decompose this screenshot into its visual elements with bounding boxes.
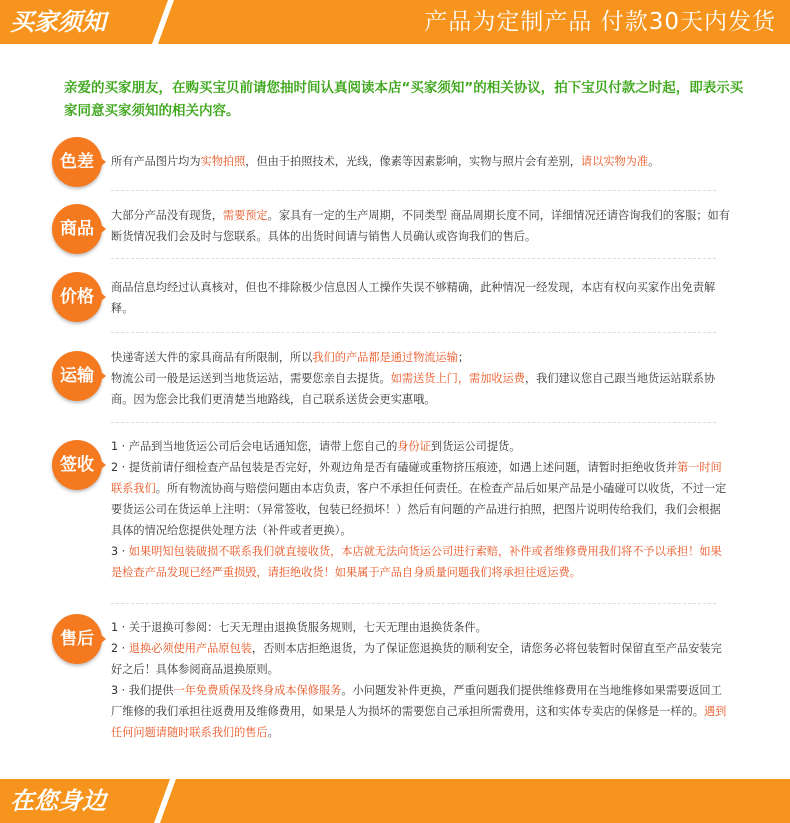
intro-text: 亲爱的买家朋友，在购买宝贝前请您抽时间认真阅读本店“买家须知”的相关协议，拍下宝贝付款之时起，即表示买家同意买家须知的相关内容。: [64, 80, 744, 119]
after-sale-paragraph-2: 2 · 退换必须使用产品原包装，否则本店拒绝退货，为了保证您退换货的顺利安全，请您务必将包装暂时保留直至产品安装完好之后！具体参阅商品退换原则。: [111, 642, 722, 676]
section-divider: [111, 332, 716, 333]
custom-product-notice: 产品为定制产品 付款30天内发货: [424, 9, 776, 35]
buyer-notice-title: 买家须知: [10, 8, 106, 36]
after-sale-paragraph-1: 1 · 关于退换可参阅：七天无理由退换货服务规则，七天无理由退换货条件。: [111, 621, 487, 634]
receive-paragraph-1: 1 · 产品到当地货运公司后会电话通知您，请带上您自己的身份证到货运公司提货。: [111, 440, 521, 453]
receive-paragraph-2: 2 · 提货前请仔细检查产品包装是否完好，外观边角是否有磕碰或重物挤压痕迹，如遇上述问题，请暂时拒绝收货并第一时间联系我们。所有物流协商与赔偿问题由本店负责，客户不承担任何责任。在检查产品后如果产品是小磕碰可以收货，不过一定要货运公司在货运单上注明：（异常签收，包装已经损坏！）然后有问题的产品进行拍照，把图片说明传给我们，我们会根据具体的情况给您提供处理方法（补件或者更换）。: [111, 461, 727, 537]
badge-price: 价格: [52, 272, 102, 322]
header-banner: [0, 0, 790, 44]
shipping-content: [111, 347, 731, 410]
receive-paragraph-3: 3 · 如果明知包装破损不联系我们就直接收货，本店就无法向货运公司进行索赔，补件或者维修费用我们将不予以承担！如果是检查产品发现已经严重损毁，请拒绝收货！如果属于产品自身质量问题我们将承担往返运费。: [111, 545, 722, 579]
badge-product: 商品: [52, 204, 102, 254]
near-you-title: 在您身边: [10, 787, 106, 815]
badge-shipping: 运输: [52, 351, 102, 401]
section-divider: [111, 190, 716, 191]
price-content: [111, 277, 731, 319]
banner-slash-divider: [154, 779, 176, 823]
color-difference-paragraph: 所有产品图片均为实物拍照，但由于拍照技术，光线，像素等因素影响，实物与照片会有差别，请以实物为准。: [111, 155, 660, 168]
badge-receive: 签收: [52, 440, 102, 490]
shipping-paragraph-1: 快递寄送大件的家具商品有所限制，所以我们的产品都是通过物流运输；: [111, 351, 470, 364]
after-sale-paragraph-3: 3 · 我们提供一年免费质保及终身成本保修服务。小问题发补件更换，严重问题我们提供维修费用在当地维修如果需要返回工厂维修的我们承担往返费用及维修费用，如果是人为损坏的需要您自己承担所需费用，这和实体专卖店的保修是一样的。遇到任何问题请随时联系我们的售后。: [111, 684, 727, 739]
product-content: [111, 205, 731, 247]
banner-slash-divider: [152, 0, 174, 44]
shipping-paragraph-2: 物流公司一般是运送到当地货运站，需要您亲自去提货。如需送货上门，需加收运费，我们建议您自己跟当地货运站联系协商。因为您会比我们更清楚当地路线，自己联系送货会更实惠哦。: [111, 372, 716, 406]
badge-after-sale: 售后: [52, 614, 102, 664]
section-divider: [111, 258, 716, 259]
after-sale-content: [111, 617, 731, 743]
section-divider: [111, 603, 716, 604]
footer-banner: [0, 779, 790, 823]
color-difference-content: [111, 151, 731, 172]
receive-content: [111, 436, 731, 583]
badge-color-difference: 色差: [52, 137, 102, 187]
product-paragraph: 大部分产品没有现货，需要预定。家具有一定的生产周期，不同类型 商品周期长度不同，详细情况还请咨询我们的客服；如有断货情况我们会及时与您联系。具体的出货时间请与销售人员确认或咨询我们的售后。: [111, 209, 730, 243]
price-paragraph: 商品信息均经过认真核对，但也不排除极少信息因人工操作失误不够精确，此种情况一经发现，本店有权向买家作出免责解释。: [111, 281, 716, 315]
section-divider: [111, 422, 716, 423]
